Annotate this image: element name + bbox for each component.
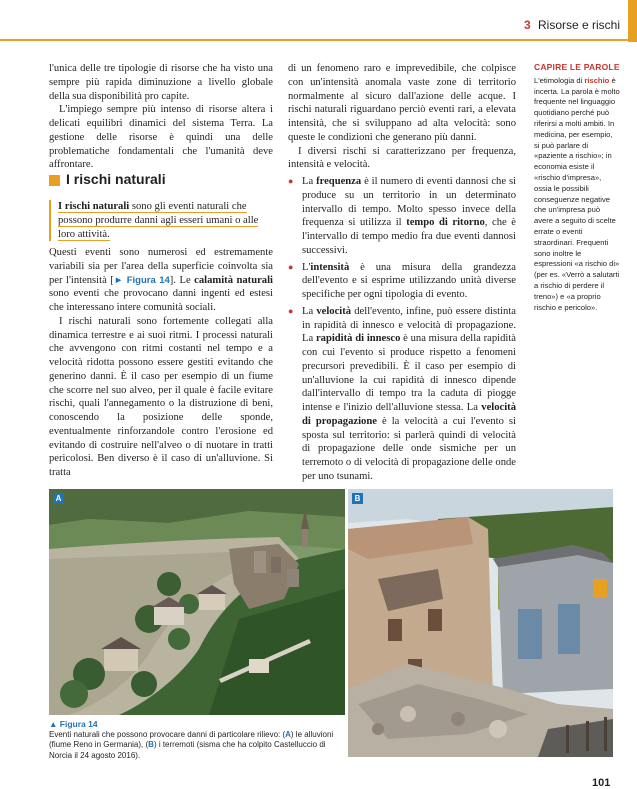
term: velocità [316,305,352,317]
caption-letter: A [285,730,291,739]
glossary-sidebar [534,62,620,313]
column-1-intro [49,62,273,172]
chapter-title: Risorse e rischi [538,18,621,32]
bullet-intensita [288,261,516,302]
text: ]. Le [169,274,195,286]
caption-letter: B [148,740,154,750]
term: rapidità di innesco [315,333,401,345]
paragraph: di un fenomeno raro e imprevedibile, che colpisce con un'intensità anomala vaste zone di territorio normalmente al sicuro dall'azione delle acque. I rischi naturali riguardano perciò eventi rari, a elevata intensità, che si sviluppano ad alta velocità: sono queste le condizioni che generano più danni. [288,63,516,143]
text: è il numero di eventi dannosi che si produce su un territorio in un determinato intervallo di tempo. Molto spesso invece della frequenza si utilizza il [302,176,517,229]
section-title: I rischi naturali [66,171,166,187]
definition-body: sono gli eventi naturali che possono produrre danni agli esseri umani o alle loro attività. [58,201,259,240]
text: ) i terremoti (sisma che ha colpito Castelluccio di Norcia il 24 agosto 2016). [49,740,326,760]
paragraph: l'unica delle tre tipologie di risorse che ha visto una sempre più rapida diminuzione a livello globale della sua disponibilità pro capite. [49,63,273,102]
text: La [302,176,317,187]
figure-caption [49,730,343,761]
definition-term: I rischi naturali [58,201,130,212]
photo-flood [49,489,345,715]
photo-badge-b: B [352,493,363,504]
definition-text [58,200,273,241]
figure-14-link[interactable]: ► Figura 14 [113,274,170,286]
text: è incerta. La parola è molto frequente nel linguaggio quotidiano perché può riferirsi a molti ambiti. In medicina, per esempio, si può parlare di «paziente a rischio»; in economia esiste il «rischio d'impresa», ossia le possibili conseguenze negative che un'impresa può avere a seguito di scelte errate o eventi straordinari. Frequenti sono inoltre le espressioni «a rischio di» (per es. «Verrò a salutarti a rischio di perdere il treno») e «a proprio rischio e pericolo». [534,75,620,312]
sidebar-text [534,76,620,314]
section-square-icon [49,175,60,186]
header-rule [0,39,637,41]
chapter-number: 3 [524,18,531,32]
photo-earthquake [348,489,613,757]
text: L' [302,261,311,273]
term: velocità di propagazione [302,402,516,427]
text: ) le alluvioni (fiume Reno in Germania), ( [49,730,334,750]
header-accent-bar [628,0,637,42]
text: dell'evento, infine, può essere distinta in rapidità di innesco e velocità di propagazione. La [302,305,516,345]
column-2 [288,62,516,484]
text: L'etimologia di [534,75,585,85]
term: intensità [310,261,350,273]
text: è una misura della grandezza dell'evento e si esprime utilizzando unità diverse specifiche per ogni tipologia di evento. [302,261,516,300]
text: La [302,305,317,317]
text: è la velocità a cui l'evento si sposta sul territorio: si parlerà quindi di velocità di propagazione delle onde sismiche per un terremoto o di velocità di propagazione delle onde per uno tsunami. [302,415,516,482]
text: Eventi naturali che possono provocare danni di particolare rilievo: ( [49,730,286,739]
column-1-body [49,246,273,480]
text: è una misura della rapidità con cui l'evento si produce rispetto a fenomeni precursori prevedibili. È il caso per esempio di un'alluvione la cui rapidità di innesco dipende dall'intervallo di tempo tra la caduta di piogge intense e l'inizio dell'alluvione stessa. La [302,333,516,413]
sidebar-heading: CAPIRE LE PAROLE [534,62,620,72]
section-heading [49,171,273,191]
bullet-frequenza [288,175,516,258]
paragraph [49,246,273,315]
sidebar-term: rischio [584,75,610,85]
figure-label: ▲ Figura 14 [49,719,98,729]
flood-illustration [49,489,345,715]
paragraph: I diversi rischi si caratterizzano per frequenza, intensità e velocità. [288,145,516,171]
earthquake-illustration [348,489,613,757]
term: tempo di ritorno [406,217,485,229]
page-number: 101 [592,777,611,789]
term-calamita: calamità naturali [194,274,273,286]
photo-badge-a: A [53,493,64,504]
paragraph: L'impiego sempre più intenso di risorse altera i delicati equilibri dinamici del sistema Terra. La gestione delle risorse è quindi una delle problematiche fondamentali che l'umanità deve affrontare. [49,104,273,171]
bullet-velocita [288,305,516,484]
text: sono eventi che provocano danni ingenti ed estesi che interessano intere comunità sociali. [49,288,273,313]
bullet-list [288,175,516,484]
text: , che è l'intervallo di tempo medio fra due eventi dannosi successivi. [302,217,516,256]
definition-bar [49,200,51,241]
definition-box [49,200,273,241]
paragraph: I rischi naturali sono fortemente collegati alla dinamica terrestre e ai suoi ritmi. I processi naturali che avvengono con ritmi costanti nel tempo e a velocità ridotta possono essere gestiti evitando che generino danni. È il caso per esempio di un fiume che scorre nel suo alveo, per il quale è facile evitare rischi, quali l'annegamento o la distruzione di beni, conoscendo la posizione delle sponde, eventualmente rinforzandole contro l'erosione ed evitando di costruire nell'alveo o di nuotare in tratti pericolosi. Ben diverso è il caso di un'alluvione. Si tratta [49,315,273,478]
term: frequenza [316,176,362,187]
text: Questi eventi sono numerosi ed estremamente variabili sia per l'area della superficie coinvolta sia per l'intensità [ [49,247,273,286]
